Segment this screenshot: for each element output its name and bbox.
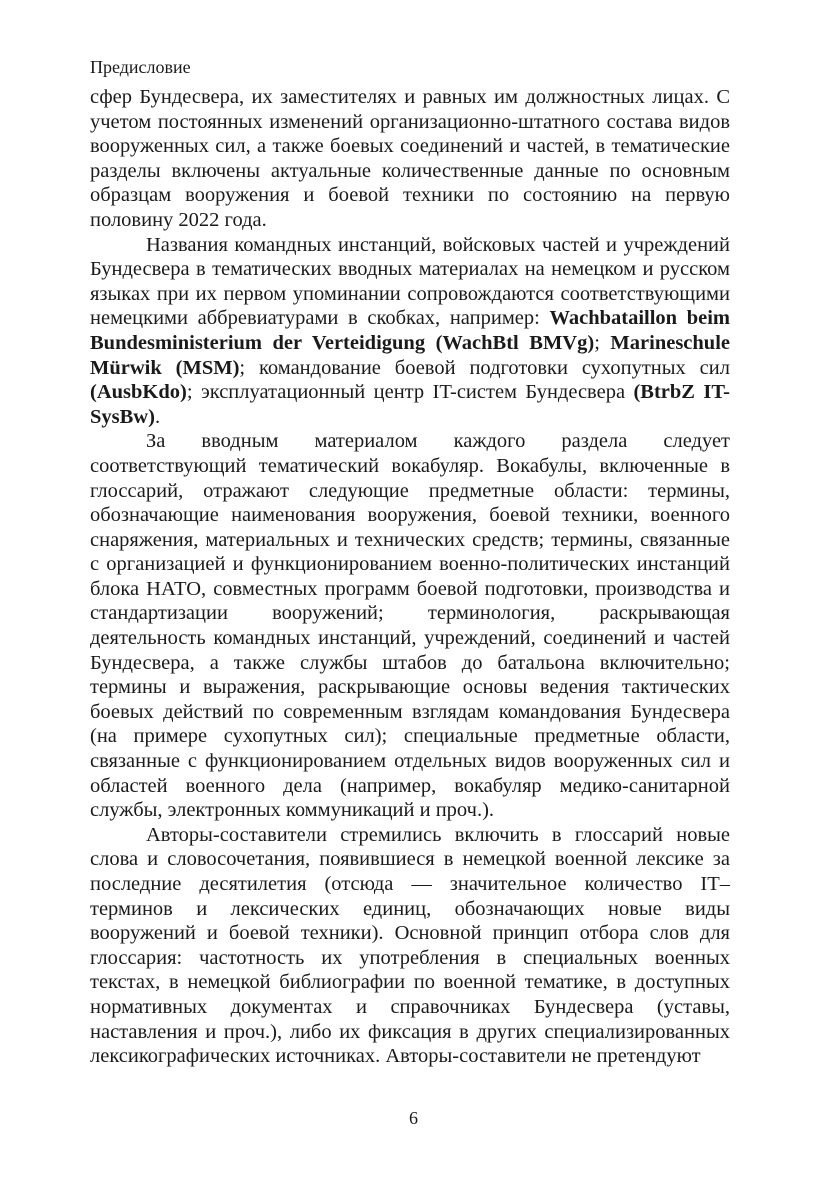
paragraph: Авторы-составители стремились включить в глоссарий новые слова и словосочетания, появившиеся в немецкой военной лексике за последние десятилетия (отсюда — значительное количество IT–терминов и лексических единиц, обозначающих новые виды вооружений и боевой техники). Основной принцип отбора слов для глоссария: частотность их употребления в специальных военных текстах, в немецкой библиографии по военной тематике, в доступных нормативных документах и справочниках Бундесвера (уставы, наставления и проч.), либо их фиксация в других специализированных лексикографических источниках. Авторы-составители не претендуют (90, 823, 730, 1068)
paragraph: сфер Бундесвера, их заместителях и равных им должностных лицах. С учетом постоянных изменений организационно-штатного состава видов вооруженных сил, а также боевых соединений и частей, в тематические разделы включены актуальные количественные данные по основным образцам вооружения и боевой техники по состоянию на первую половину 2022 года. (90, 86, 730, 231)
bold-term: (AusbKdo) (90, 381, 187, 404)
bold-term: Marineschule Mürwik (MSM) (90, 331, 730, 379)
page-number: 6 (409, 1108, 418, 1128)
running-header: Предисловие (90, 57, 191, 77)
bold-term: (BtrbZ IT-SysBw) (90, 381, 730, 428)
paragraph: Названия командных инстанций, войсковых частей и учреждений Бундесвера в тематических вводных материалах на немецком и русском языках при их первом упоминании сопровождаются соответствующими немецкими аббревиатурами в скобках, например: Wachbataillon beim Bundesministerium der Verteidigung (WachBtl BMVg); Marineschule Mürwik (MSM); командование боевой подготовки сухопутных сил (AusbKdo); эксплуатационный центр IT-систем Бундесвера (BtrbZ IT-SysBw). (90, 233, 730, 428)
paragraph: За вводным материалом каждого раздела следует соответствующий тематический вокабуляр. Вокабулы, включенные в глоссарий, отражают следующие предметные области: термины, обозначающие наименования вооружения, боевой техники, военного снаряжения, материальных и технических средств; термины, связанные с организацией и функционированием военно-политических инстанций блока НАТО, совместных программ боевой подготовки, производства и стандартизации вооружений; терминология, раскрывающая деятельность командных инстанций, учреждений, соединений и частей Бундесвера, а также службы штабов до батальона включительно; термины и выражения, раскрывающие основы ведения тактических боевых действий по современным взглядам командования Бундесвера (на примере сухопутных сил); специальные предметные области, связанные с функционированием отдельных видов вооруженных сил и областей военного дела (например, вокабуляр медико-санитарной службы, электронных коммуникаций и проч.). (90, 430, 730, 822)
bold-term: Wachbataillon beim Bundesministerium der Verteidigung (WachBtl BMVg) (90, 307, 730, 354)
body-text (90, 85, 730, 1069)
